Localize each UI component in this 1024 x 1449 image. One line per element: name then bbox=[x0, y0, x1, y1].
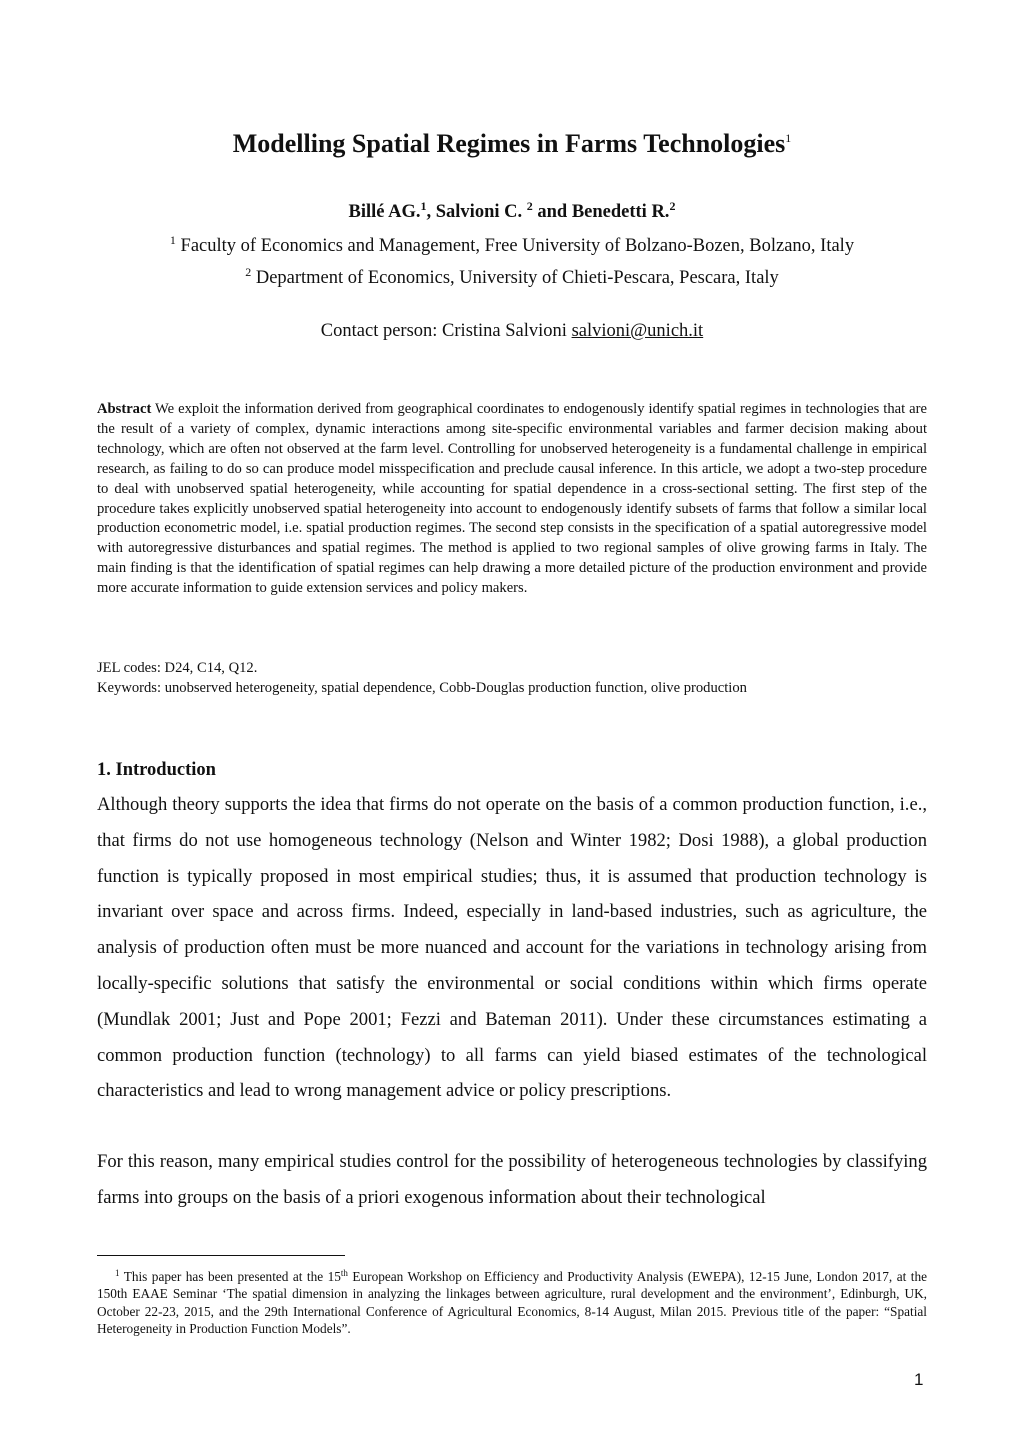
title-footnote-mark[interactable]: 1 bbox=[785, 131, 792, 145]
author-name: Benedetti R. bbox=[571, 202, 670, 222]
author-affil-mark: 1 bbox=[420, 199, 427, 213]
abstract bbox=[97, 400, 927, 599]
title-text: Modelling Spatial Regimes in Farms Technologies bbox=[232, 129, 786, 158]
affiliation-mark: 1 bbox=[169, 233, 176, 247]
footnote-divider bbox=[97, 1255, 345, 1256]
affiliation-1 bbox=[0, 227, 1024, 259]
page-number: 1 bbox=[914, 1370, 924, 1389]
author-line bbox=[0, 193, 1024, 225]
author-separator: and bbox=[532, 202, 572, 222]
affiliation-text: Department of Economics, University of Chieti-Pescara, Pescara, Italy bbox=[255, 268, 779, 288]
affiliation-2 bbox=[0, 259, 1024, 291]
body-paragraph: Although theory supports the idea that firms do not operate on the basis of a common production function, i.e., that firms do not use homogeneous technology (Nelson and Winter 1982; Dosi 1988), a global production function is typically proposed in most empirical studies; thus, it is assumed that production technology is invariant over space and across firms. Indeed, especially in land-based industries, such as agriculture, the analysis of production often must be more nuanced and account for the variations in technology arising from locally-specific solutions that satisfy the environmental or social conditions within which firms operate (Mundlak 2001; Just and Pope 2001; Fezzi and Bateman 2011). Under these circumstances estimating a common production function (technology) to all farms can yield biased estimates of the technological characteristics and lead to wrong management advice or policy prescriptions. bbox=[97, 794, 927, 1102]
author-affil-mark: 2 bbox=[669, 199, 676, 213]
jel-codes: JEL codes: D24, C14, Q12. bbox=[97, 660, 258, 676]
abstract-label: Abstract bbox=[97, 401, 152, 417]
author-name: Salvioni C. bbox=[435, 202, 527, 222]
author-affil-mark: 2 bbox=[526, 199, 533, 213]
affiliation-mark: 2 bbox=[245, 265, 252, 279]
keywords: Keywords: unobserved heterogeneity, spatial dependence, Cobb-Douglas production function, olive production bbox=[97, 680, 747, 696]
body-paragraph: For this reason, many empirical studies control for the possibility of heterogeneous technologies by classifying farms into groups on the basis of a priori exogenous information about their technological bbox=[97, 1151, 927, 1208]
footnote-mark: 1 bbox=[115, 1268, 120, 1278]
section-heading: 1. Introduction bbox=[97, 760, 216, 780]
paper-title bbox=[0, 120, 1024, 162]
author-separator: , bbox=[426, 202, 436, 222]
contact-email-link[interactable]: salvioni@unich.it bbox=[571, 321, 704, 341]
footnote-text-part2: European Workshop on Efficiency and Productivity Analysis (EWEPA), 12-15 June, London 2017, at the 150th EAAE Seminar ‘The spatial dimension in analyzing the linkages between agriculture, rural development and the environment’, Edinburgh, UK, October 22-23, 2015, and the 29th International Conference of Agricultural Economics, 8-14 August, Milan 2015. Previous title of the paper: “Spatial Heterogeneity in Production Function Models”. bbox=[97, 1269, 927, 1337]
footnote bbox=[97, 1265, 927, 1338]
author-name: Billé AG. bbox=[348, 202, 421, 222]
affiliation-text: Faculty of Economics and Management, Free University of Bolzano-Bozen, Bolzano, Italy bbox=[180, 236, 855, 256]
footnote-text-part1: This paper has been presented at the 15 bbox=[119, 1269, 341, 1284]
footnote-ordinal-suffix: th bbox=[340, 1268, 348, 1278]
contact-line bbox=[0, 318, 1024, 344]
contact-label: Contact person: Cristina Salvioni bbox=[320, 321, 572, 341]
abstract-text: We exploit the information derived from geographical coordinates to endogenously identify spatial regimes in technologies that are the result of a variety of complex, dynamic interactions among site-specific environmental variables and farmer decision making about technology, which are often not observed at the farm level. Controlling for unobserved heterogeneity is a fundamental challenge in empirical research, as failing to do so can produce model misspecification and preclude causal inference. In this article, we adopt a two-step procedure to deal with unobserved spatial heterogeneity, while accounting for spatial dependence in a cross-sectional setting. The first step of the procedure takes explicitly unobserved spatial heterogeneity into account to endogenously identify subsets of farms that follow a similar local production econometric model, i.e. spatial production regimes. The second step consists in the specification of a spatial autoregressive model with autoregressive disturbances and spatial regimes. The method is applied to two regional samples of olive growing farms in Italy. The main finding is that the identification of spatial regimes can help drawing a more detailed picture of the production environment and provide more accurate information to guide extension services and policy makers. bbox=[97, 401, 927, 597]
